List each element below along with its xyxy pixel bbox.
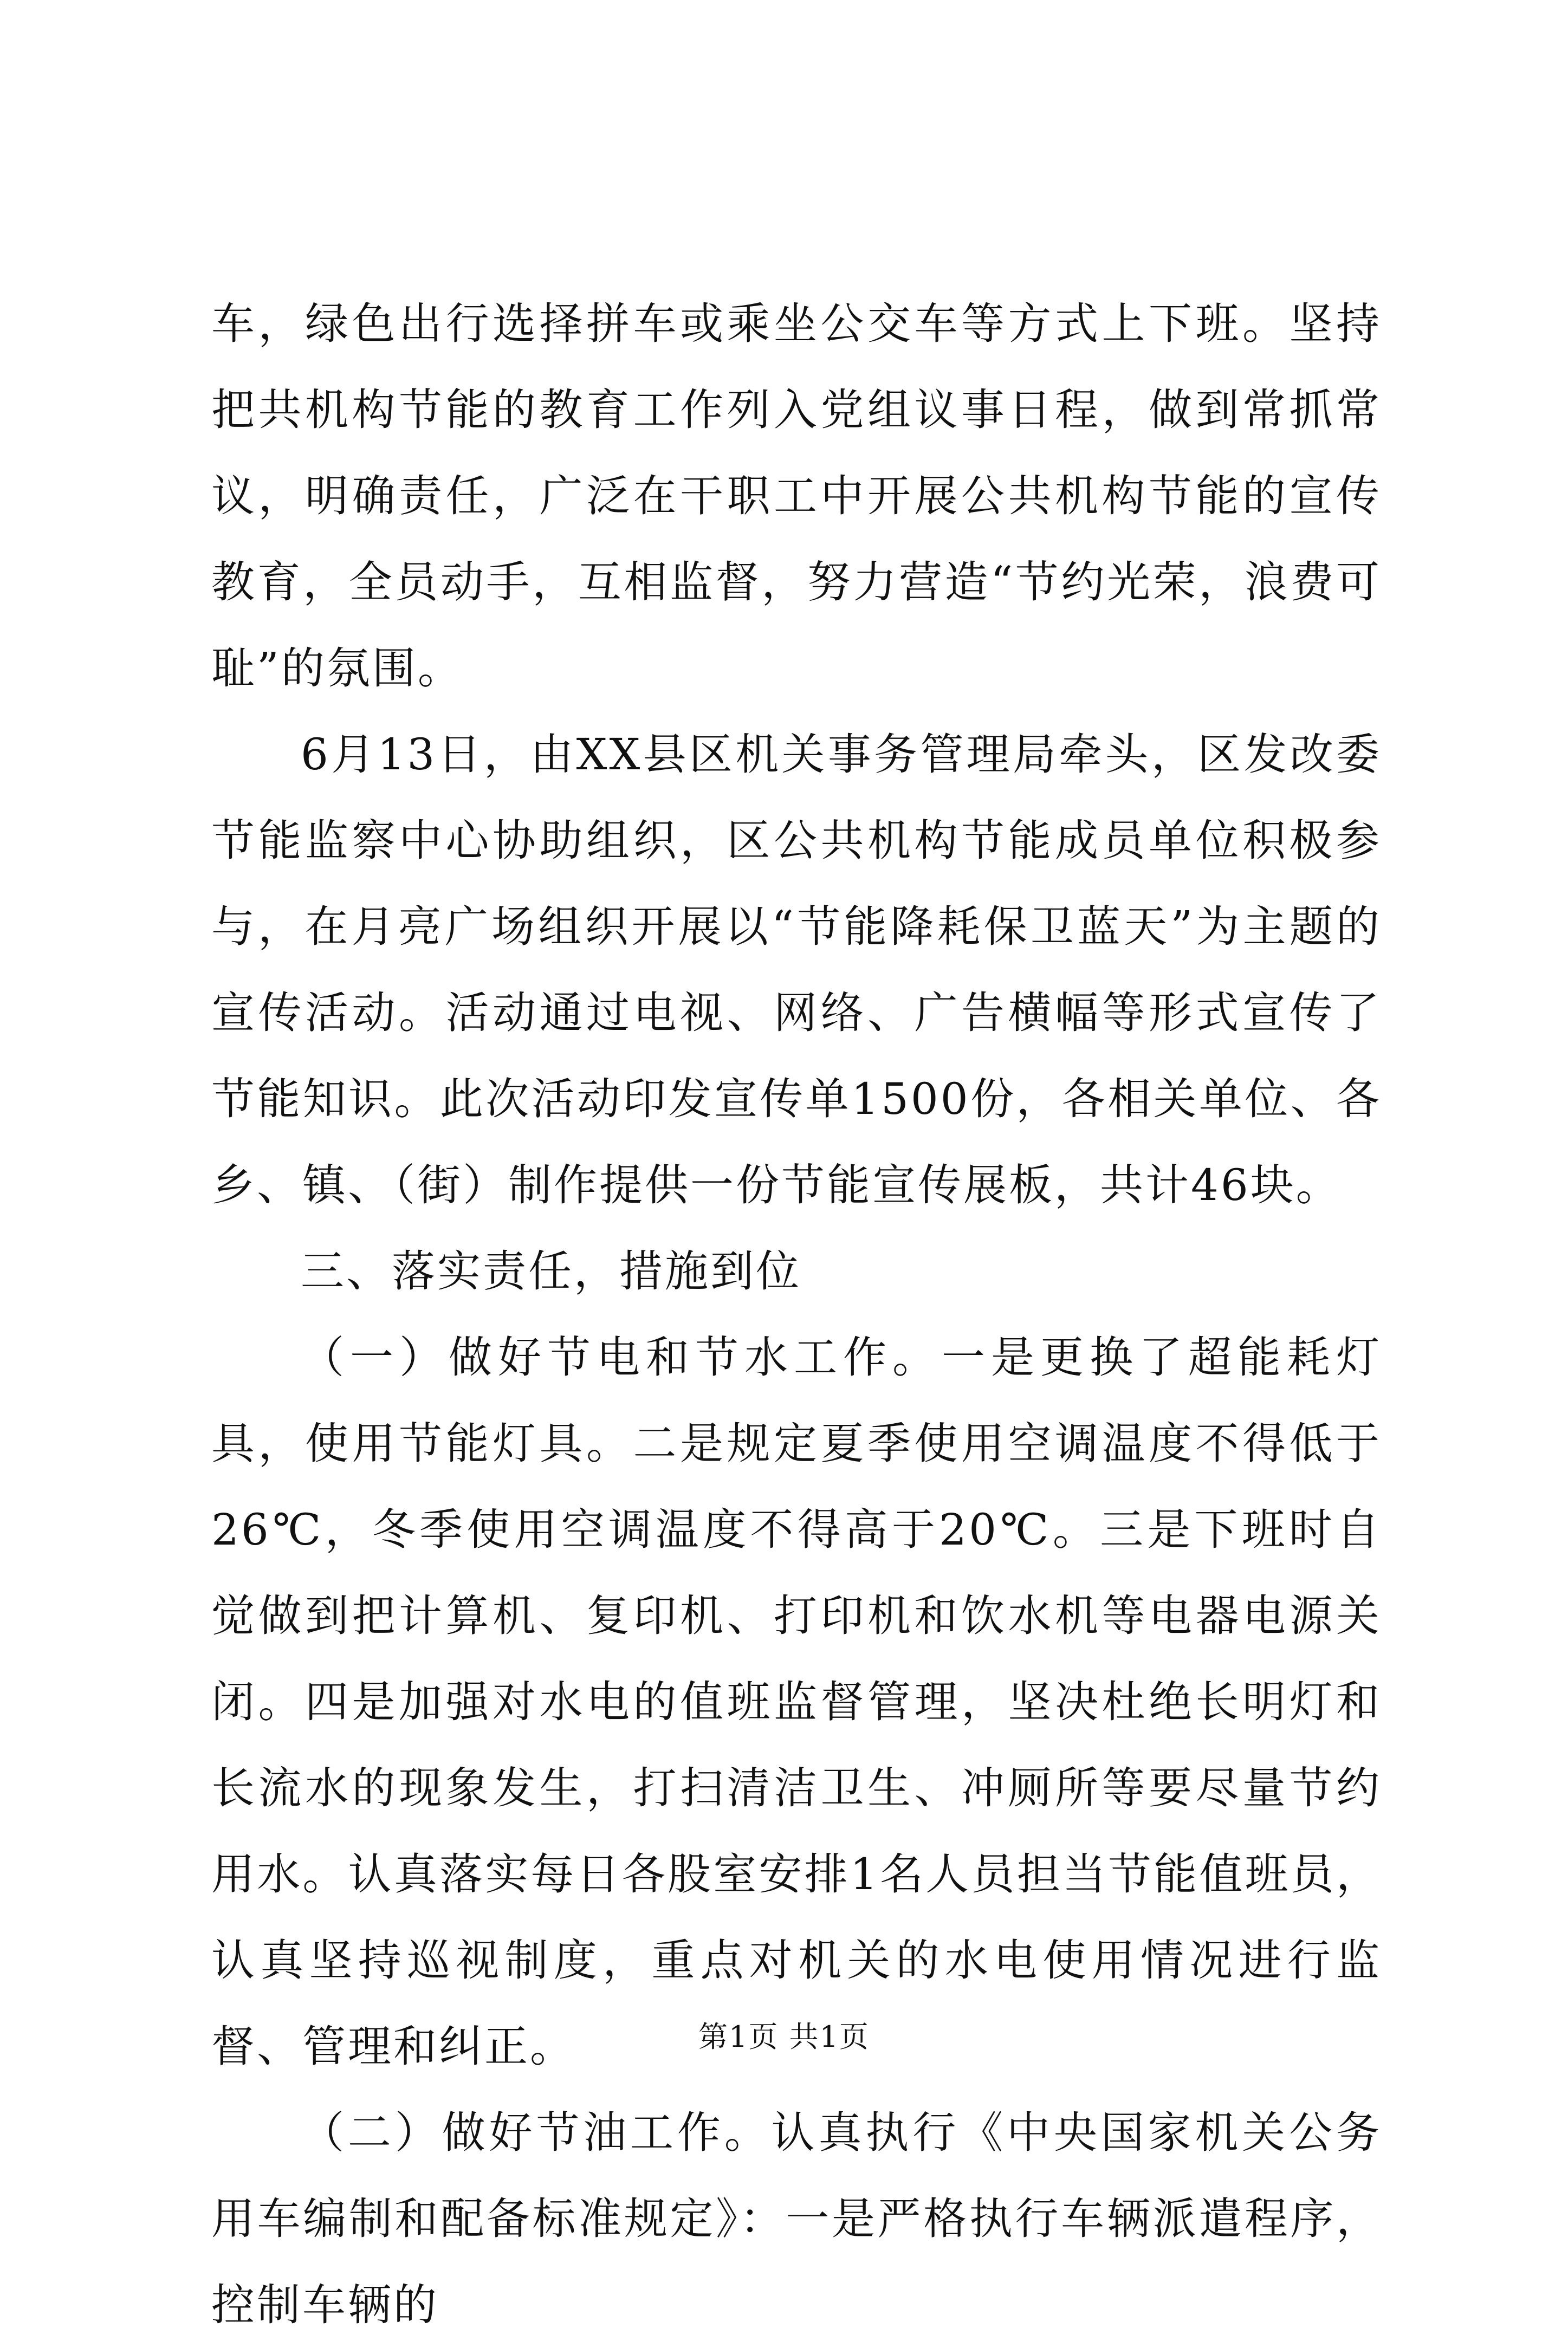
paragraph-2: 6月13日，由XX县区机关事务管理局牵头，区发改委节能监察中心协助组织，区公共机构节能成员单位积极参与，在月亮广场组织开展以“节能降耗保卫蓝天”为主题的宣传活动。活动通过电视、网络、广告横幅等形式宣传了节能知识。此次活动印发宣传单1500份，各相关单位、各乡、镇、（街）制作提供一份节能宣传展板，共计46块。 [211, 729, 1382, 1210]
page-footer: 第1页 共1页 [698, 2020, 870, 2054]
paragraph-3: （一）做好节电和节水工作。一是更换了超能耗灯具，使用节能灯具。二是规定夏季使用空调温度不得低于26℃，冬季使用空调温度不得高于20℃。三是下班时自觉做到把计算机、复印机、打印机和饮水机等电器电源关闭。四是加强对水电的值班监督管理，坚决杜绝长明灯和长流水的现象发生，打扫清洁卫生、冲厕所等要尽量节约用水。认真落实每日各股室安排1名人员担当节能值班员，认真坚持巡视制度，重点对机关的水电使用情况进行监督、管理和纠正。 [211, 1332, 1382, 2072]
section-heading: 三、落实责任，措施到位 [301, 1246, 801, 1296]
paragraph-4: （二）做好节油工作。认真执行《中央国家机关公务用车编制和配备标准规定》：一是严格执行车辆派遣程序，控制车辆的 [211, 2107, 1382, 2330]
paragraph-1: 车，绿色出行选择拼车或乘坐公交车等方式上下班。坚持把共机构节能的教育工作列入党组议事日程，做到常抓常议，明确责任，广泛在干职工中开展公共机构节能的宣传教育，全员动手，互相监督，努力营造“节约光荣，浪费可耻”的氛围。 [211, 299, 1382, 693]
